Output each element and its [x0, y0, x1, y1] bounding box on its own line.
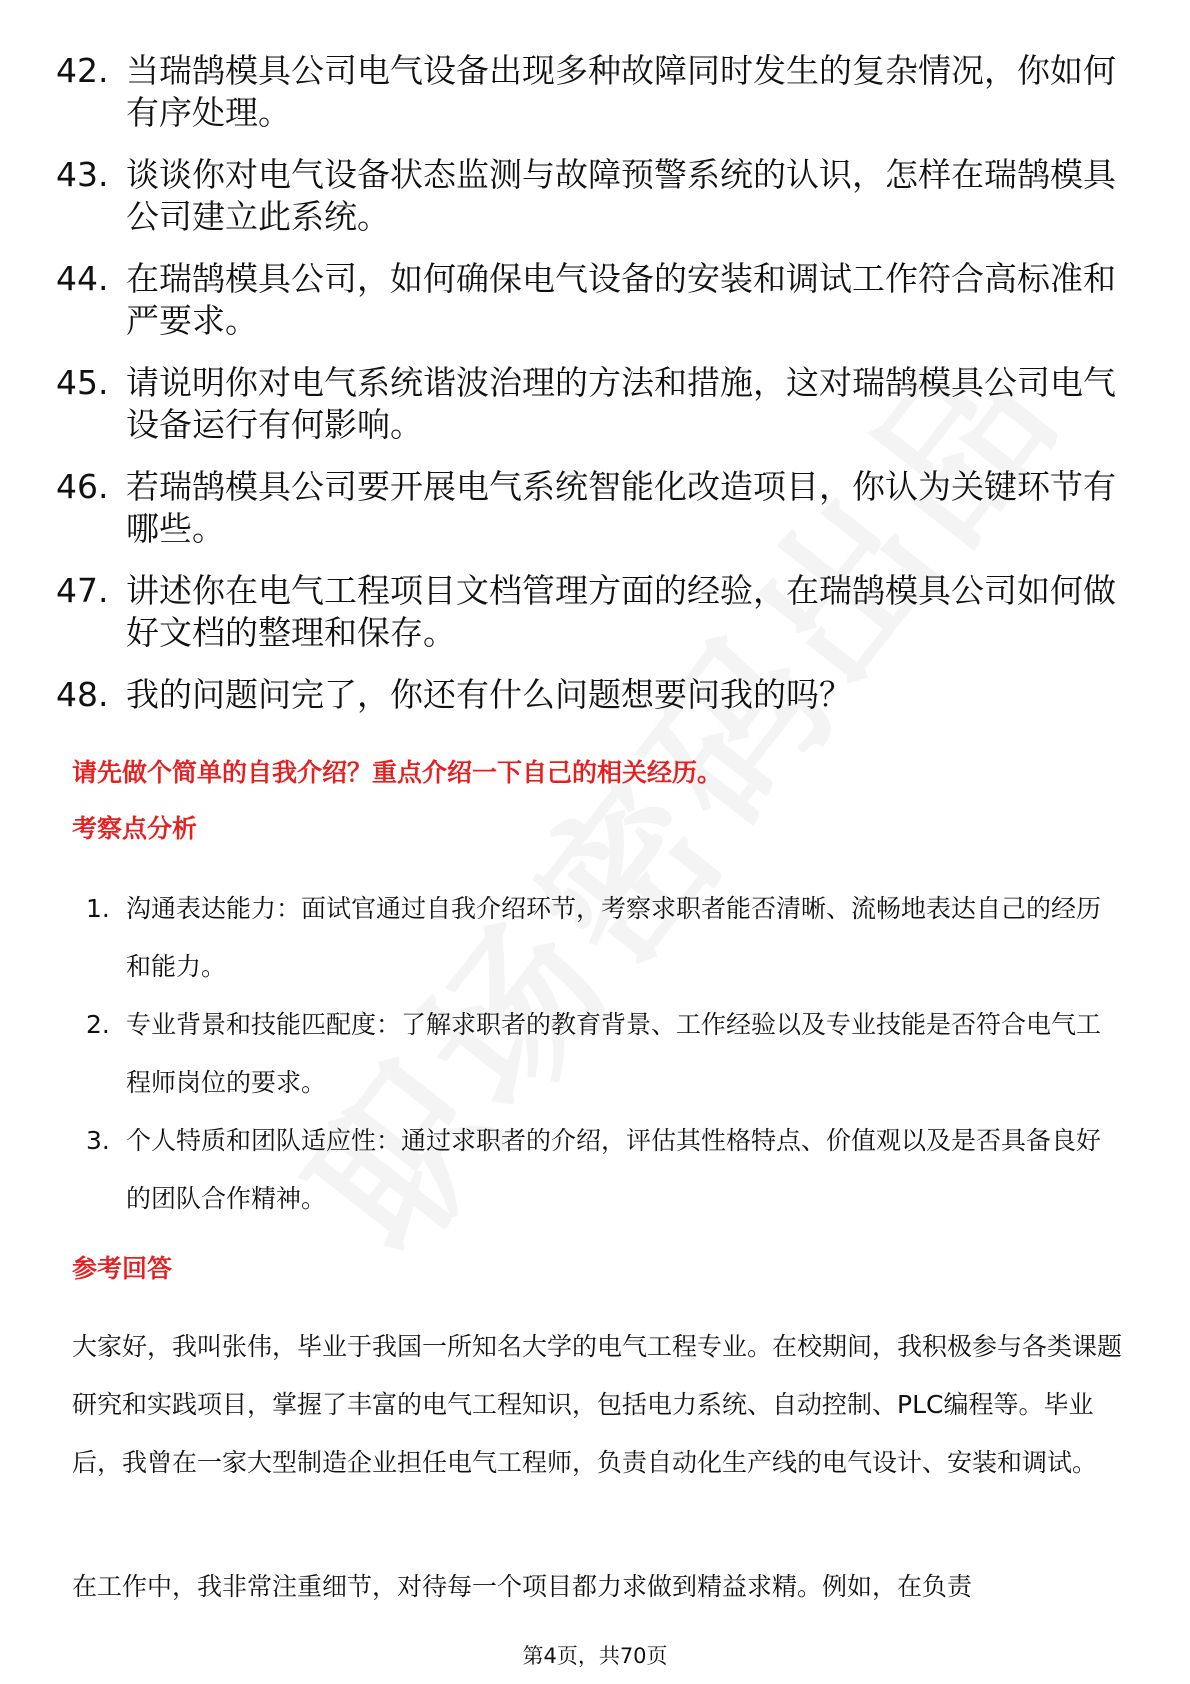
- question-text: 若瑞鹄模具公司要开展电气系统智能化改造项目，你认为关键环节有哪些。: [126, 467, 1116, 548]
- point-text: 沟通表达能力：面试官通过自我介绍环节，考察求职者能否清晰、流畅地表达自己的经历和能力。: [126, 894, 1102, 981]
- answer-paragraph: 在工作中，我非常注重细节，对待每一个项目都力求做到精益求精。例如，在负责: [72, 1572, 973, 1601]
- question-text: 请说明你对电气系统谐波治理的方法和措施，这对瑞鹄模具公司电气设备运行有何影响。: [126, 363, 1116, 444]
- question-number: 44.: [56, 259, 109, 298]
- question-number: 42.: [56, 51, 109, 90]
- point-text: 专业背景和技能匹配度：了解求职者的教育背景、工作经验以及专业技能是否符合电气工程师岗位的要求。: [126, 1010, 1102, 1097]
- question-text: 谈谈你对电气设备状态监测与故障预警系统的认识，怎样在瑞鹄模具公司建立此系统。: [126, 155, 1116, 236]
- question-list: [56, 50, 1116, 736]
- point-number: 3.: [86, 1126, 110, 1155]
- question-item: [56, 466, 1116, 550]
- analysis-heading: 考察点分析: [72, 814, 198, 843]
- analysis-points: [86, 880, 1116, 1228]
- question-item: [56, 570, 1116, 654]
- question-text: 当瑞鹄模具公司电气设备出现多种故障同时发生的复杂情况，你如何有序处理。: [126, 51, 1116, 132]
- question-number: 46.: [56, 467, 109, 506]
- page-footer: 第4页，共70页: [522, 1644, 668, 1668]
- point-number: 2.: [86, 1010, 110, 1039]
- question-number: 45.: [56, 363, 109, 402]
- question-text: 在瑞鹄模具公司，如何确保电气设备的安装和调试工作符合高标准和严要求。: [126, 259, 1116, 340]
- question-item: [56, 674, 1116, 716]
- question-number: 47.: [56, 571, 109, 610]
- section-question-heading: 请先做个简单的自我介绍？重点介绍一下自己的相关经历。: [72, 758, 723, 787]
- question-item: [56, 50, 1116, 134]
- question-text: 讲述你在电气工程项目文档管理方面的经验，在瑞鹄模具公司如何做好文档的整理和保存。: [126, 571, 1116, 652]
- analysis-point: [86, 1112, 1116, 1228]
- point-number: 1.: [86, 894, 110, 923]
- question-item: [56, 362, 1116, 446]
- point-text: 个人特质和团队适应性：通过求职者的介绍，评估其性格特点、价值观以及是否具备良好的团队合作精神。: [126, 1126, 1102, 1213]
- analysis-point: [86, 996, 1116, 1112]
- analysis-point: [86, 880, 1116, 996]
- answer-heading: 参考回答: [72, 1254, 173, 1283]
- question-item: [56, 258, 1116, 342]
- question-item: [56, 154, 1116, 238]
- question-text: 我的问题问完了，你还有什么问题想要问我的吗？: [126, 675, 852, 714]
- question-number: 43.: [56, 155, 109, 194]
- answer-paragraph: 大家好，我叫张伟，毕业于我国一所知名大学的电气工程专业。在校期间，我积极参与各类课题研究和实践项目，掌握了丰富的电气工程知识，包括电力系统、自动控制、PLC编程等。毕业后，我曾在一家大型制造企业担任电气工程师，负责自动化生产线的电气设计、安装和调试。: [72, 1332, 1123, 1477]
- question-number: 48.: [56, 675, 109, 714]
